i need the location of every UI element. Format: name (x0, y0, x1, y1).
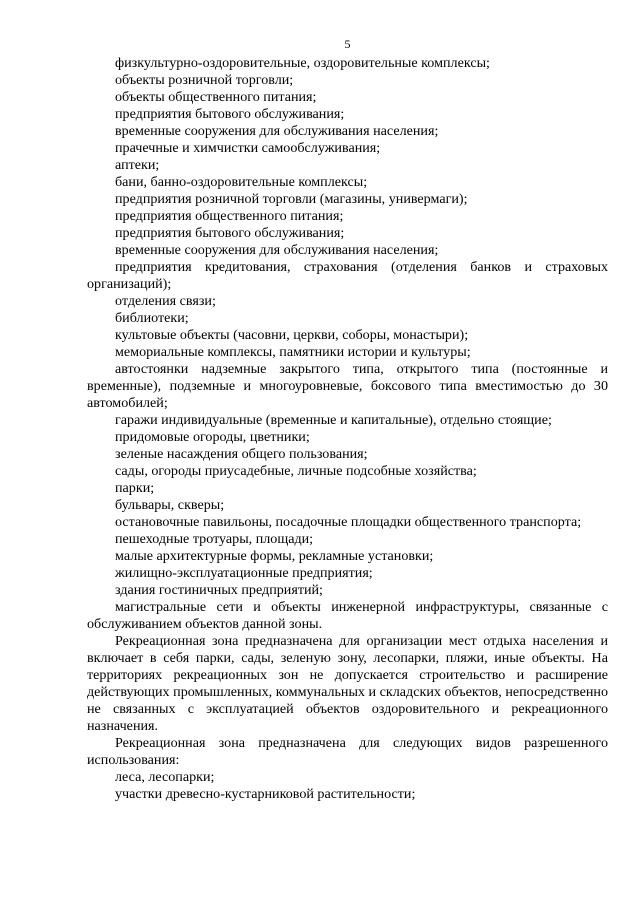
paragraph: придомовые огороды, цветники; (115, 429, 310, 445)
paragraph: леса, лесопарки; (115, 769, 215, 785)
document-body (87, 55, 608, 803)
paragraph: физкультурно-оздоровительные, оздоровительные комплексы; (115, 55, 490, 71)
paragraph: участки древесно-кустарниковой растительности; (115, 786, 416, 802)
paragraph: объекты общественного питания; (115, 89, 317, 105)
paragraph: парки; (115, 480, 155, 496)
paragraph: библиотеки; (115, 310, 189, 326)
paragraph: предприятия кредитования, страхования (отделения банков и страховых организаций); (87, 259, 608, 292)
paragraph: культовые объекты (часовни, церкви, соборы, монастыри); (115, 327, 469, 343)
paragraph: зеленые насаждения общего пользования; (115, 446, 368, 462)
paragraph: автостоянки надземные закрытого типа, открытого типа (постоянные и временные), подземные и многоуровневые, боксового типа вместимостью до 30 автомобилей; (87, 361, 608, 411)
paragraph: аптеки; (115, 157, 160, 173)
paragraph: предприятия бытового обслуживания; (115, 225, 345, 241)
paragraph: магистральные сети и объекты инженерной инфраструктуры, связанные с обслуживанием объектов данной зоны. (87, 599, 608, 632)
paragraph: предприятия общественного питания; (115, 208, 344, 224)
paragraph: Рекреационная зона предназначена для следующих видов разрешенного использования: (87, 735, 608, 768)
paragraph: отделения связи; (115, 293, 216, 309)
paragraph: гаражи индивидуальные (временные и капитальные), отдельно стоящие; (115, 412, 552, 428)
paragraph: бани, банно-оздоровительные комплексы; (115, 174, 368, 190)
paragraph: прачечные и химчистки самообслуживания; (115, 140, 381, 156)
paragraph: остановочные павильоны, посадочные площадки общественного транспорта; (115, 514, 582, 530)
paragraph: жилищно-эксплуатационные предприятия; (115, 565, 373, 581)
paragraph: объекты розничной торговли; (115, 72, 294, 88)
page-number: 5 (344, 37, 351, 51)
paragraph: мемориальные комплексы, памятники истории и культуры; (115, 344, 471, 360)
paragraph: временные сооружения для обслуживания населения; (115, 123, 439, 139)
paragraph: малые архитектурные формы, рекламные установки; (115, 548, 434, 564)
paragraph: здания гостиничных предприятий; (115, 582, 323, 598)
paragraph: сады, огороды приусадебные, личные подсобные хозяйства; (115, 463, 477, 479)
paragraph: бульвары, скверы; (115, 497, 225, 513)
paragraph: предприятия бытового обслуживания; (115, 106, 345, 122)
paragraph: Рекреационная зона предназначена для организации мест отдыха населения и включает в себя парки, сады, зеленую зону, лесопарки, пляжи, иные объекты. На территориях рекреационных зон не допускается строительство и расширение действующих промышленных, коммунальных и складских объектов, непосредственно не связанных с эксплуатацией объектов оздоровительного и рекреационного назначения. (87, 633, 608, 734)
paragraph: пешеходные тротуары, площади; (115, 531, 314, 547)
paragraph: предприятия розничной торговли (магазины, универмаги); (115, 191, 468, 207)
paragraph: временные сооружения для обслуживания населения; (115, 242, 439, 258)
